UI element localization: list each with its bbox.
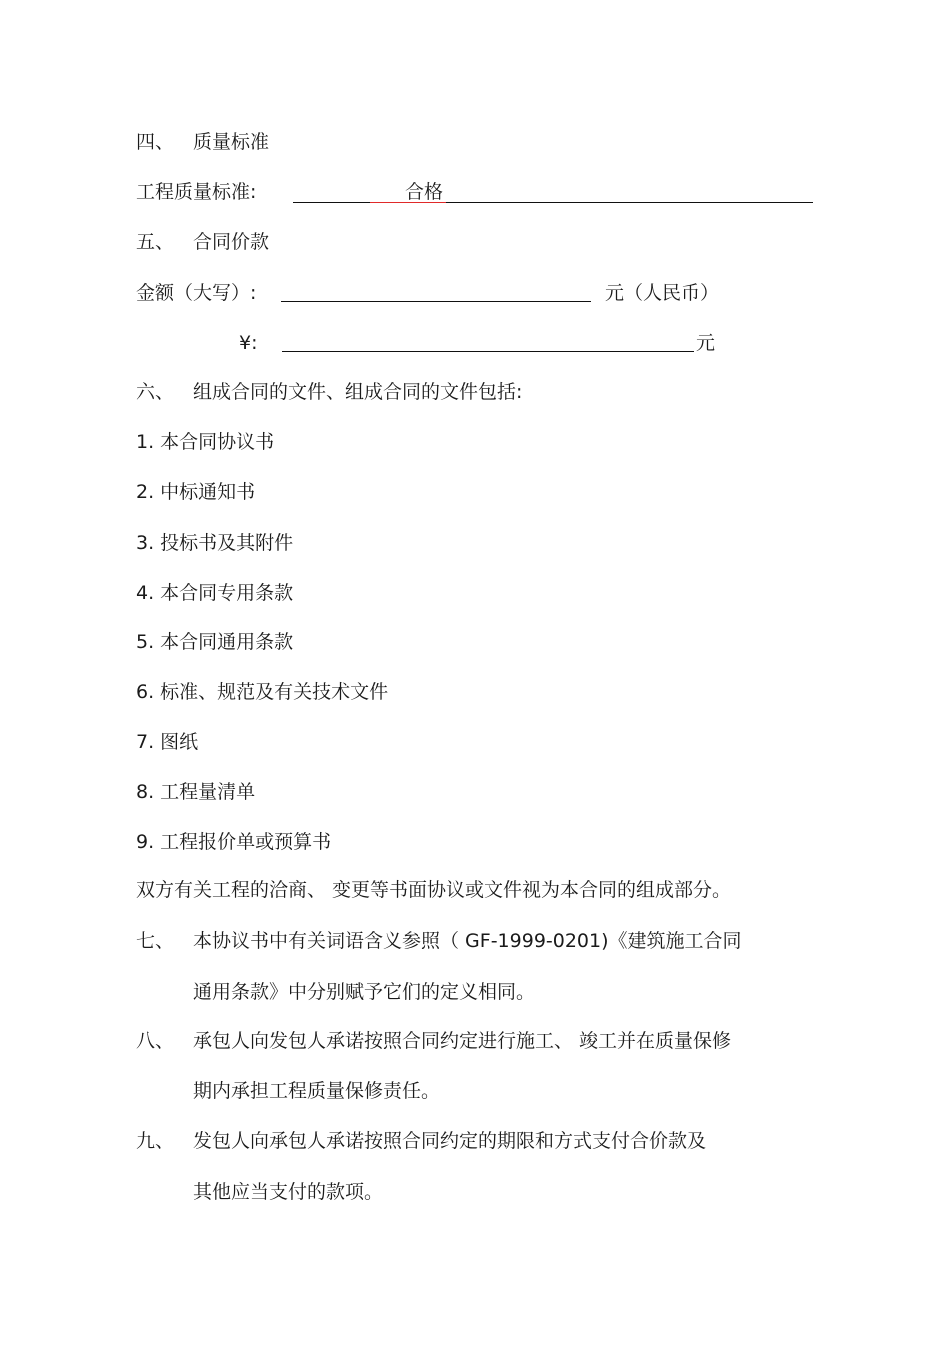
quality-standard-value[interactable]: 合格 [405,181,444,203]
section-7-text-line-2: 通用条款》中分别赋予它们的定义相同。 [193,981,536,1003]
section-title: 组成合同的文件、组成合同的文件包括: [193,381,523,403]
document-item: 7. 图纸 [136,731,199,753]
section-title: 质量标准 [193,131,270,153]
amount-figures-unit: 元 [696,332,716,354]
amount-figures-field[interactable] [282,351,694,352]
section-title: 合同价款 [193,231,270,253]
section-6-heading [136,380,522,404]
document-item: 9. 工程报价单或预算书 [136,831,332,853]
document-item: 3. 投标书及其附件 [136,532,294,554]
amount-words-field[interactable] [281,301,591,302]
section-8-text-line-2: 期内承担工程质量保修责任。 [193,1080,441,1102]
document-item: 2. 中标通知书 [136,481,256,503]
section-7-text-line-1: 本协议书中有关词语含义参照（ GF-1999-0201)《建筑施工合同 [193,930,742,952]
document-item: 6. 标准、规范及有关技术文件 [136,681,389,703]
section-5-heading [136,230,269,254]
document-item: 5. 本合同通用条款 [136,631,294,653]
documents-note: 双方有关工程的洽商、 变更等书面协议或文件视为本合同的组成部分。 [136,879,732,901]
section-9-text-line-2: 其他应当支付的款项。 [193,1181,384,1203]
amount-figures-label: ¥: [239,332,258,354]
document-item: 1. 本合同协议书 [136,431,275,453]
section-9-text-line-1: 发包人向承包人承诺按照合同约定的期限和方式支付合价款及 [193,1130,707,1152]
section-8-text-line-1: 承包人向发包人承诺按照合同约定进行施工、 竣工并在质量保修 [193,1030,732,1052]
section-7-number: 七、 [136,930,175,952]
section-9-number: 九、 [136,1130,175,1152]
section-8-number: 八、 [136,1030,175,1052]
section-number: 五、 [136,231,175,253]
amount-words-label: 金额（大写）: [136,282,257,304]
quality-standard-label: 工程质量标准: [136,181,257,203]
section-4-heading [136,130,269,154]
amount-words-unit: 元（人民币） [605,282,720,304]
section-number: 六、 [136,381,175,403]
document-item: 8. 工程量清单 [136,781,256,803]
document-item: 4. 本合同专用条款 [136,582,294,604]
section-number: 四、 [136,131,175,153]
